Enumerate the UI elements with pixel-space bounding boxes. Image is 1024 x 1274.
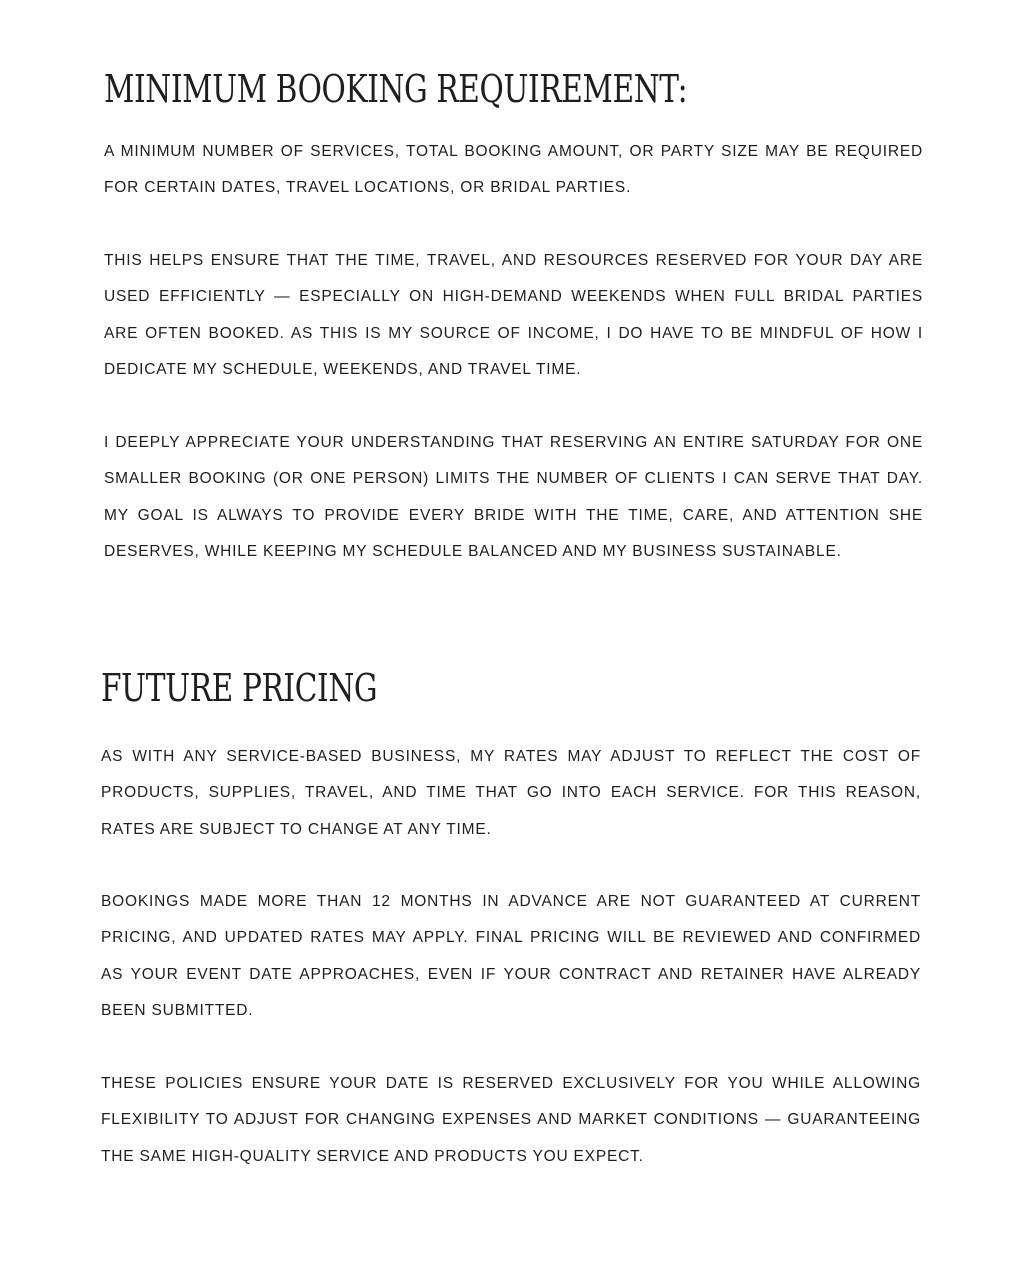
- section-title-minimum-booking: MINIMUM BOOKING REQUIREMENT:: [104, 67, 688, 111]
- future-pricing-paragraph-3: THESE POLICIES ENSURE YOUR DATE IS RESERVED EXCLUSIVELY FOR YOU WHILE ALLOWING FLEXIBILITY TO ADJUST FOR CHANGING EXPENSES AND MARKET CONDITIONS — GUARANTEEING THE SAME HIGH-QUALITY SERVICE AND PRODUCTS YOU EXPECT.: [101, 1075, 921, 1165]
- minimum-booking-paragraph-2: THIS HELPS ENSURE THAT THE TIME, TRAVEL, AND RESOURCES RESERVED FOR YOUR DAY ARE USED EFFICIENTLY — ESPECIALLY ON HIGH-DEMAND WEEKENDS WHEN FULL BRIDAL PARTIES ARE OFTEN BOOKED. AS THIS IS MY SOURCE OF INCOME, I DO HAVE TO BE MINDFUL OF HOW I DEDICATE MY SCHEDULE, WEEKENDS, AND TRAVEL TIME.: [104, 252, 923, 378]
- minimum-booking-paragraph-3: I DEEPLY APPRECIATE YOUR UNDERSTANDING THAT RESERVING AN ENTIRE SATURDAY FOR ONE SMALLER BOOKING (OR ONE PERSON) LIMITS THE NUMBER OF CLIENTS I CAN SERVE THAT DAY. MY GOAL IS ALWAYS TO PROVIDE EVERY BRIDE WITH THE TIME, CARE, AND ATTENTION SHE DESERVES, WHILE KEEPING MY SCHEDULE BALANCED AND MY BUSINESS SUSTAINABLE.: [104, 434, 923, 560]
- section-title-future-pricing: FUTURE PRICING: [101, 666, 378, 710]
- future-pricing-paragraph-2: BOOKINGS MADE MORE THAN 12 MONTHS IN ADVANCE ARE NOT GUARANTEED AT CURRENT PRICING, AND UPDATED RATES MAY APPLY. FINAL PRICING WILL BE REVIEWED AND CONFIRMED AS YOUR EVENT DATE APPROACHES, EVEN IF YOUR CONTRACT AND RETAINER HAVE ALREADY BEEN SUBMITTED.: [101, 893, 921, 1019]
- minimum-booking-paragraph-1: A MINIMUM NUMBER OF SERVICES, TOTAL BOOKING AMOUNT, OR PARTY SIZE MAY BE REQUIRED FOR CERTAIN DATES, TRAVEL LOCATIONS, OR BRIDAL PARTIES.: [104, 143, 923, 197]
- future-pricing-paragraph-1: AS WITH ANY SERVICE-BASED BUSINESS, MY RATES MAY ADJUST TO REFLECT THE COST OF PRODUCTS, SUPPLIES, TRAVEL, AND TIME THAT GO INTO EACH SERVICE. FOR THIS REASON, RATES ARE SUBJECT TO CHANGE AT ANY TIME.: [101, 748, 921, 838]
